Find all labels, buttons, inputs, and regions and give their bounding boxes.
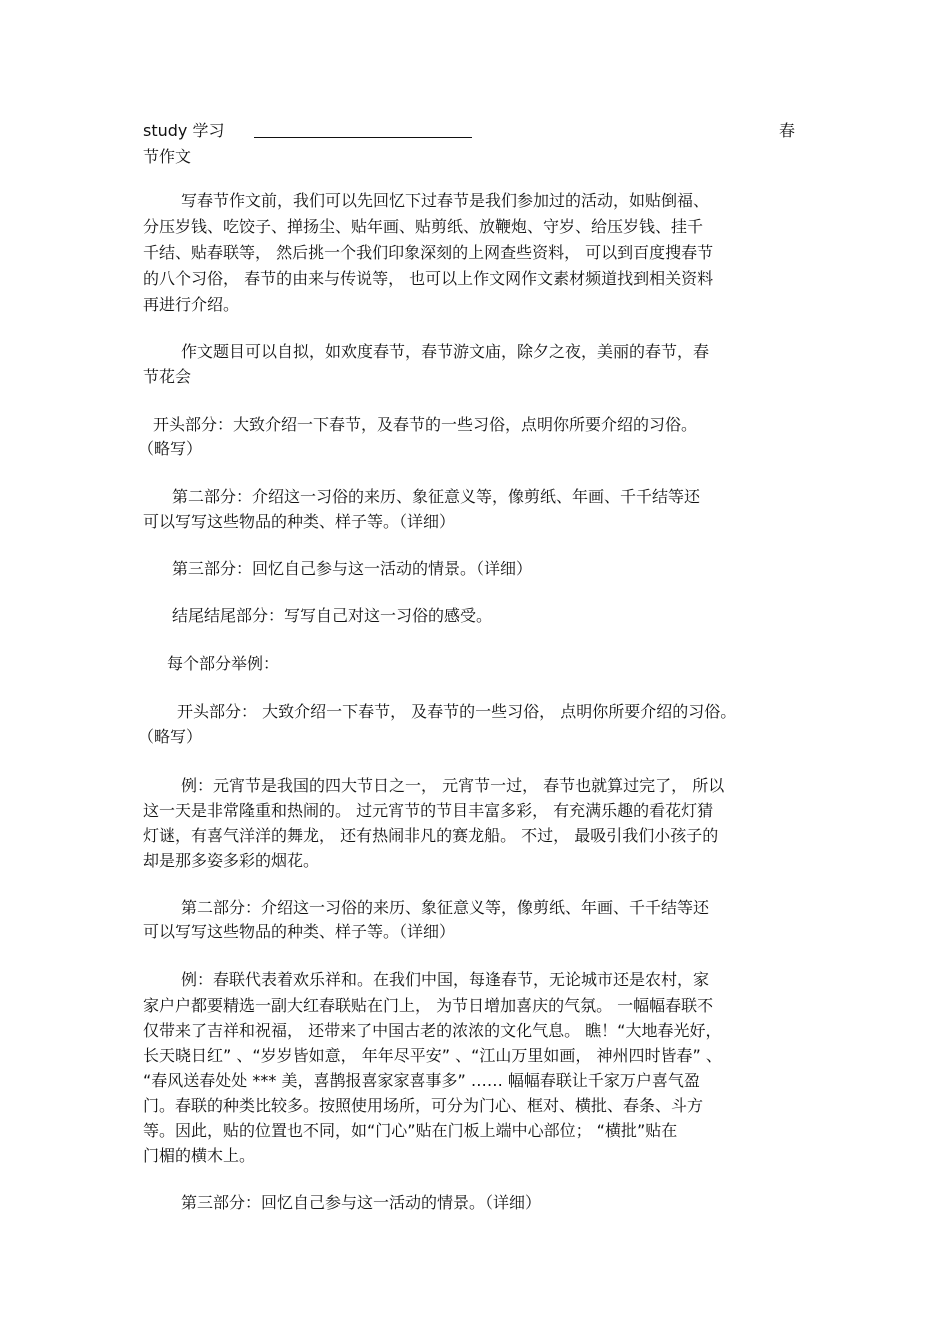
para-2-line-1: 作文题目可以自拟，如欢度春节，春节游文庙，除夕之夜，美丽的春节，春 bbox=[181, 342, 710, 361]
para-2-line-2: 节花会 bbox=[143, 367, 192, 386]
para-11-line-1: 例：春联代表着欢乐祥和。在我们中国，每逢春节，无论城市还是农村，家 bbox=[181, 970, 710, 989]
para-9-line-1: 例：元宵节是我国的四大节日之一， 元宵节一过， 春节也就算过完了， 所以 bbox=[181, 776, 725, 795]
para-12-line-1: 第三部分：回忆自己参与这一活动的情景。（详细） bbox=[181, 1193, 542, 1212]
para-10-line-2: 可以写写这些物品的种类、样子等。（详细） bbox=[143, 922, 456, 941]
header-title-start: 春 bbox=[779, 121, 796, 140]
para-1-line-1: 写春节作文前，我们可以先回忆下过春节是我们参加过的活动，如贴倒福、 bbox=[181, 191, 710, 210]
para-11-line-3: 仅带来了吉祥和祝福， 还带来了中国古老的浓浓的文化气息。 瞧！“大地春光好， bbox=[143, 1021, 722, 1040]
para-6-line-1: 结尾结尾部分：写写自己对这一习俗的感受。 bbox=[172, 606, 493, 625]
header-underline bbox=[254, 137, 472, 138]
para-11-line-8: 门楣的横木上。 bbox=[143, 1146, 256, 1165]
para-1-line-5: 再进行介绍。 bbox=[143, 295, 240, 314]
para-11-line-2: 家户户都要精选一副大红春联贴在门上， 为节日增加喜庆的气氛。 一幅幅春联不 bbox=[143, 996, 714, 1015]
para-10-line-1: 第二部分：介绍这一习俗的来历、象征意义等，像剪纸、年画、千千结等还 bbox=[181, 898, 710, 917]
para-11-line-4: 长天晓日红” 、“岁岁皆如意， 年年尽平安” 、“江山万里如画， 神州四时皆春” 、 bbox=[143, 1046, 722, 1065]
para-1-line-3: 千结、贴春联等， 然后挑一个我们印象深刻的上网查些资料， 可以到百度搜春节 bbox=[143, 243, 714, 262]
para-4-line-2: 可以写写这些物品的种类、样子等。（详细） bbox=[143, 512, 456, 531]
para-1-line-4: 的八个习俗， 春节的由来与传说等， 也可以上作文网作文素材频道找到相关资料 bbox=[143, 269, 714, 288]
para-11-line-6: 门。春联的种类比较多。按照使用场所，可分为门心、框对、横批、春条、斗方 bbox=[143, 1096, 704, 1115]
para-9-line-3: 灯谜，有喜气洋洋的舞龙， 还有热闹非凡的赛龙船。 不过， 最吸引我们小孩子的 bbox=[143, 826, 719, 845]
header-title-cont: 节作文 bbox=[143, 147, 192, 166]
para-9-line-4: 却是那多姿多彩的烟花。 bbox=[143, 851, 320, 870]
para-4-line-1: 第二部分：介绍这一习俗的来历、象征意义等，像剪纸、年画、千千结等还 bbox=[172, 487, 701, 506]
para-9-line-2: 这一天是非常隆重和热闹的。 过元宵节的节目丰富多彩， 有充满乐趣的看花灯猜 bbox=[143, 801, 714, 820]
header-label: study 学习 bbox=[143, 121, 225, 140]
para-8-line-2: （略写） bbox=[138, 727, 203, 746]
para-7-line-1: 每个部分举例： bbox=[167, 654, 280, 673]
para-5-line-1: 第三部分：回忆自己参与这一活动的情景。（详细） bbox=[172, 559, 533, 578]
para-11-line-5: “春风送春处处 *** 美，喜鹊报喜家家喜事多” …… 幅幅春联让千家万户喜气盈 bbox=[143, 1071, 700, 1090]
para-3-line-1: 开头部分：大致介绍一下春节，及春节的一些习俗，点明你所要介绍的习俗。 bbox=[153, 415, 698, 434]
para-8-line-1: 开头部分： 大致介绍一下春节， 及春节的一些习俗， 点明你所要介绍的习俗。 bbox=[177, 702, 737, 721]
para-1-line-2: 分压岁钱、吃饺子、掸扬尘、贴年画、贴剪纸、放鞭炮、守岁、给压岁钱、挂千 bbox=[143, 217, 704, 236]
para-3-line-2: （略写） bbox=[138, 439, 203, 458]
para-11-line-7: 等。因此，贴的位置也不同，如“门心”贴在门板上端中心部位； “横批”贴在 bbox=[143, 1121, 678, 1140]
